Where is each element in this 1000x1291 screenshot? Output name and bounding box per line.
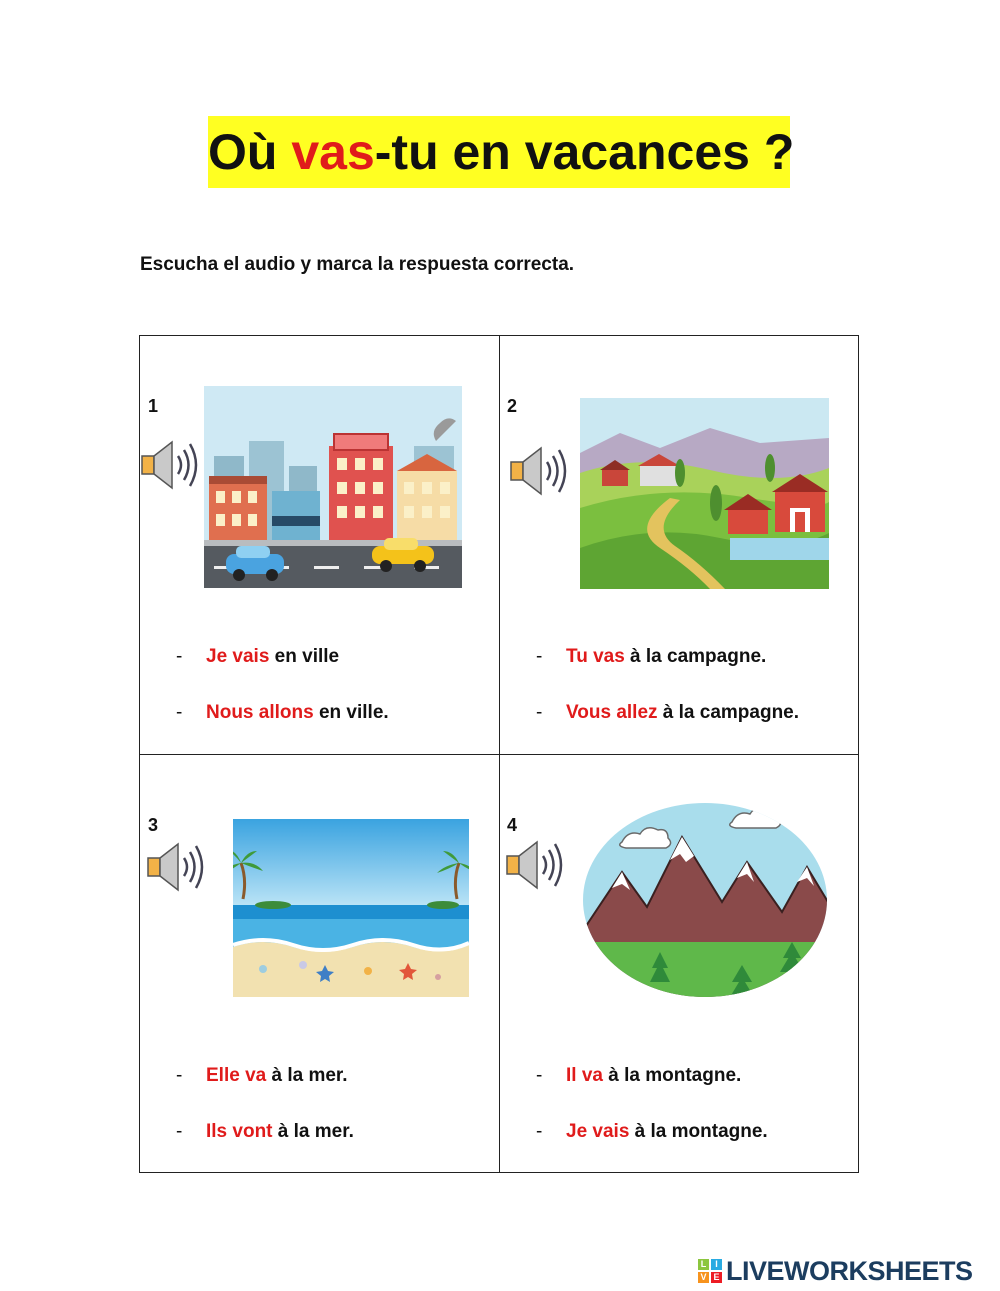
beach-illustration	[233, 819, 469, 997]
logo-text: LIVEWORKSHEETS	[726, 1255, 973, 1286]
option-rest: à la campagne.	[624, 646, 767, 667]
option-1b[interactable]	[176, 702, 389, 724]
option-rest: à la montagne.	[629, 1121, 768, 1142]
card-3-number: 3	[148, 815, 159, 835]
option-subject: Je vais	[206, 646, 270, 667]
logo-block-v: V	[698, 1272, 709, 1283]
grid-divider-horizontal	[140, 754, 858, 755]
option-2a[interactable]	[536, 646, 766, 668]
countryside-illustration	[580, 398, 829, 589]
logo-block-l: L	[698, 1259, 709, 1270]
title-part-1: Où	[208, 124, 292, 180]
option-dash: -	[536, 1121, 543, 1142]
page-title	[208, 116, 795, 188]
option-rest: à la montagne.	[602, 1065, 742, 1086]
option-rest: à la mer.	[272, 1121, 354, 1142]
speaker-icon[interactable]	[146, 838, 208, 896]
logo-blocks	[698, 1259, 722, 1283]
city-illustration	[204, 386, 462, 588]
option-rest: à la campagne.	[657, 702, 800, 723]
option-dash: -	[536, 1065, 543, 1086]
option-3b[interactable]	[176, 1121, 354, 1143]
title-accent: vas	[291, 124, 375, 180]
option-dash: -	[536, 702, 543, 723]
option-subject: Tu vas	[566, 646, 625, 667]
option-dash: -	[536, 646, 543, 667]
option-rest: à la mer.	[266, 1065, 348, 1086]
option-dash: -	[176, 646, 183, 667]
option-subject: Elle va	[206, 1065, 267, 1086]
option-dash: -	[176, 1121, 183, 1142]
option-4a[interactable]	[536, 1065, 741, 1087]
speaker-icon[interactable]	[509, 442, 571, 500]
mountain-illustration	[582, 802, 828, 998]
card-2-number: 2	[507, 396, 518, 416]
logo-block-e: E	[711, 1272, 722, 1283]
option-rest: en ville.	[313, 702, 389, 723]
option-dash: -	[176, 1065, 183, 1086]
option-subject: Ils vont	[206, 1121, 273, 1142]
option-dash: -	[176, 702, 183, 723]
card-1-number: 1	[148, 396, 159, 416]
option-subject: Vous allez	[566, 702, 658, 723]
speaker-icon[interactable]	[505, 836, 567, 894]
option-2b[interactable]	[536, 702, 799, 724]
option-subject: Il va	[566, 1065, 603, 1086]
option-subject: Je vais	[566, 1121, 630, 1142]
option-3a[interactable]	[176, 1065, 348, 1087]
option-4b[interactable]	[536, 1121, 768, 1143]
option-subject: Nous allons	[206, 702, 314, 723]
liveworksheets-logo[interactable]	[698, 1256, 973, 1286]
option-1a[interactable]	[176, 646, 339, 668]
instruction-text: Escucha el audio y marca la respuesta correcta.	[140, 254, 575, 275]
option-rest: en ville	[269, 646, 340, 667]
title-part-2: -tu en vacances ?	[374, 124, 795, 180]
card-4-number: 4	[507, 815, 518, 835]
logo-block-i: I	[711, 1259, 722, 1270]
speaker-icon[interactable]	[140, 436, 202, 494]
